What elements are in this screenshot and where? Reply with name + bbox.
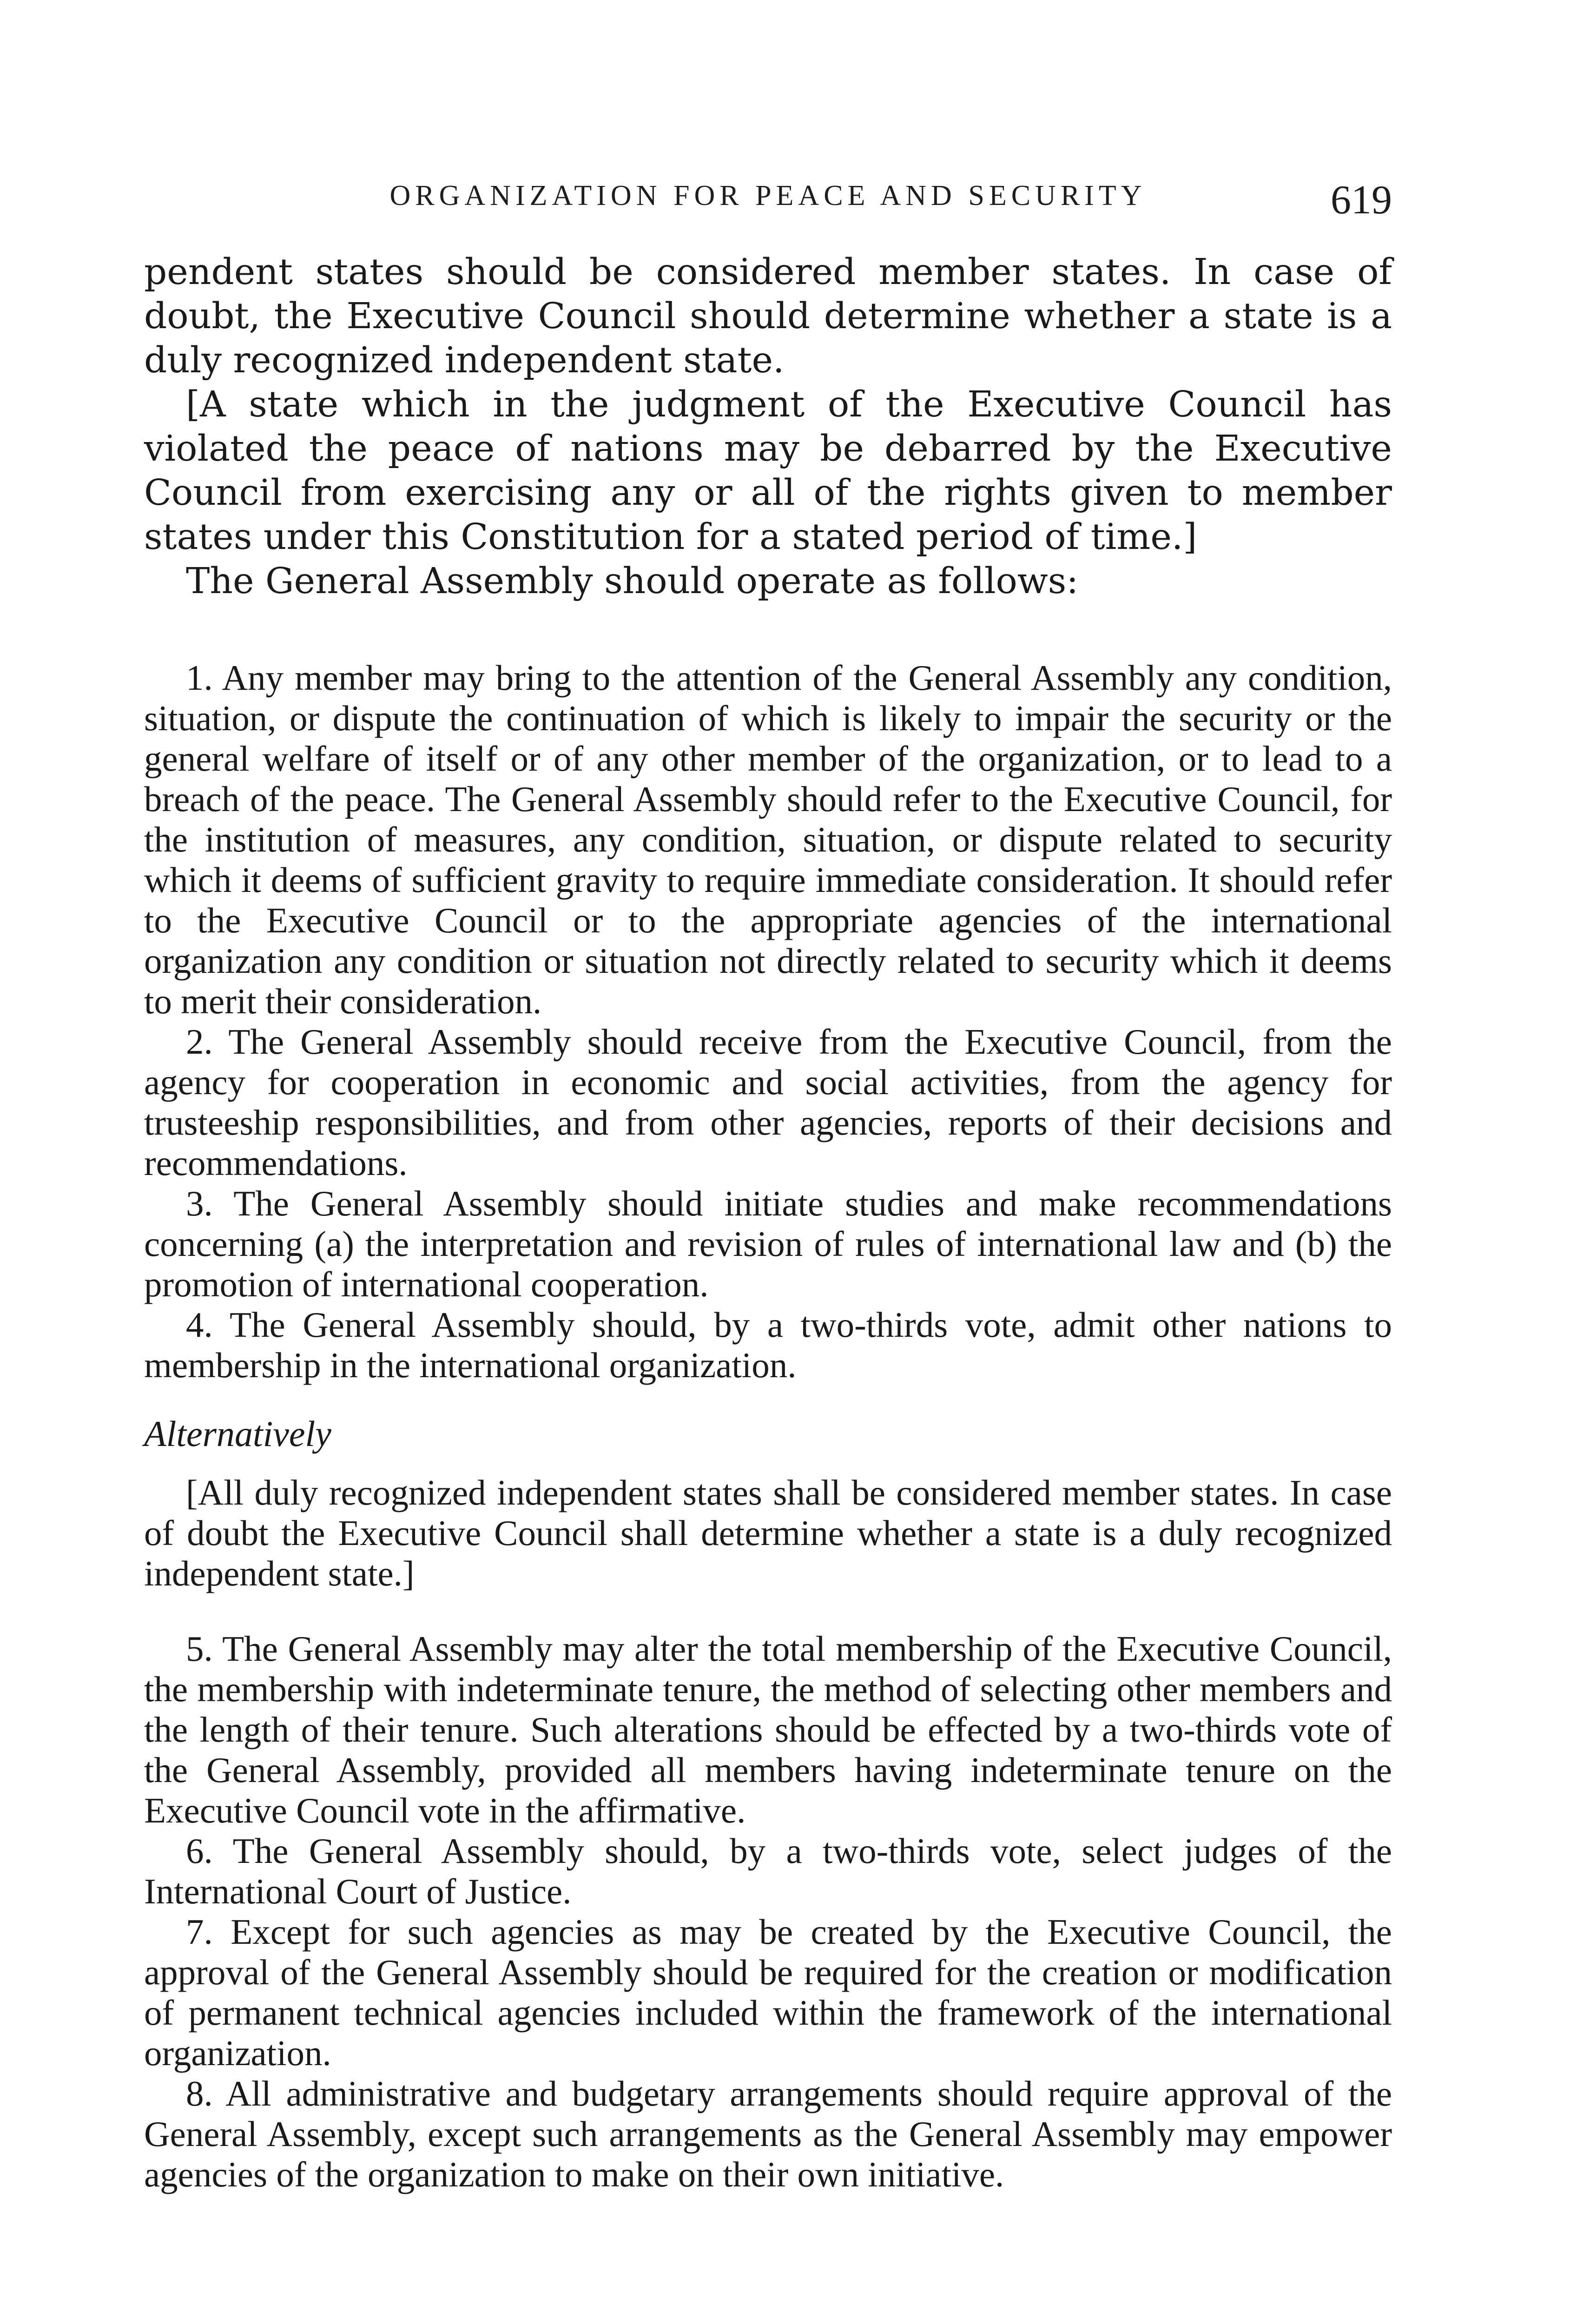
continued-paragraph: pendent states should be considered member states. In case of doubt, the Executive Council should determine whether a state is a duly recognized independent state. <box>144 251 1392 381</box>
page-header <box>144 177 1392 232</box>
alternatively-heading: Alternatively <box>144 1413 331 1454</box>
page-number: 619 <box>1331 178 1392 223</box>
provision-7: 7. Except for such agencies as may be created by the Executive Council, the approval of the General Assembly should be required for the creation or modification of permanent technical agencies included within the framework of the international organization. <box>144 1912 1392 2073</box>
provision-2: 2. The General Assembly should receive from the Executive Council, from the agency for cooperation in economic and social activities, from the agency for trusteeship responsibilities, and from other agencies, reports of their decisions and recommendations. <box>144 1022 1392 1183</box>
bracketed-paragraph: [A state which in the judgment of the Executive Council has violated the peace of nations may be debarred by the Executive Council from exercising any or all of the rights given to member states under this Constitution for a stated period of time.] <box>144 384 1392 558</box>
numbered-provisions <box>144 658 1392 2195</box>
assembly-intro-paragraph: The General Assembly should operate as follows: <box>186 561 1079 602</box>
provision-1: 1. Any member may bring to the attention of the General Assembly any condition, situation, or dispute the continuation of which is likely to impair the security or the general welfare of itself or of any other member of the organization, or to lead to a breach of the peace. The General Assembly should refer to the Executive Council, for the institution of measures, any condition, situation, or dispute related to security which it deems of sufficient gravity to require immediate consideration. It should refer to the Executive Council or to the appropriate agencies of the international organization any condition or situation not directly related to security which it deems to merit their consideration. <box>144 658 1392 1021</box>
running-head: ORGANIZATION FOR PEACE AND SECURITY <box>389 180 1147 211</box>
provision-3: 3. The General Assembly should initiate studies and make recommendations concerning (a) the interpretation and revision of rules of international law and (b) the promotion of international cooperation. <box>144 1183 1392 1304</box>
alternatively-paragraph: [All duly recognized independent states shall be considered member states. In case of doubt the Executive Council shall determine whether a state is a duly recognized independent state.] <box>144 1472 1392 1593</box>
provision-6: 6. The General Assembly should, by a two-thirds vote, select judges of the International Court of Justice. <box>144 1831 1392 1911</box>
provision-4: 4. The General Assembly should, by a two-thirds vote, admit other nations to membership in the international organization. <box>144 1305 1392 1385</box>
provision-5: 5. The General Assembly may alter the total membership of the Executive Council, the membership with indeterminate tenure, the method of selecting other members and the length of their tenure. Such alterations should be effected by a two-thirds vote of the General Assembly, provided all members having indeterminate tenure on the Executive Council vote in the affirmative. <box>144 1629 1392 1830</box>
provision-8: 8. All administrative and budgetary arrangements should require approval of the General Assembly, except such arrangements as the General Assembly may empower agencies of the organization to make on their own initiative. <box>144 2073 1392 2194</box>
intro-text <box>144 250 1392 603</box>
